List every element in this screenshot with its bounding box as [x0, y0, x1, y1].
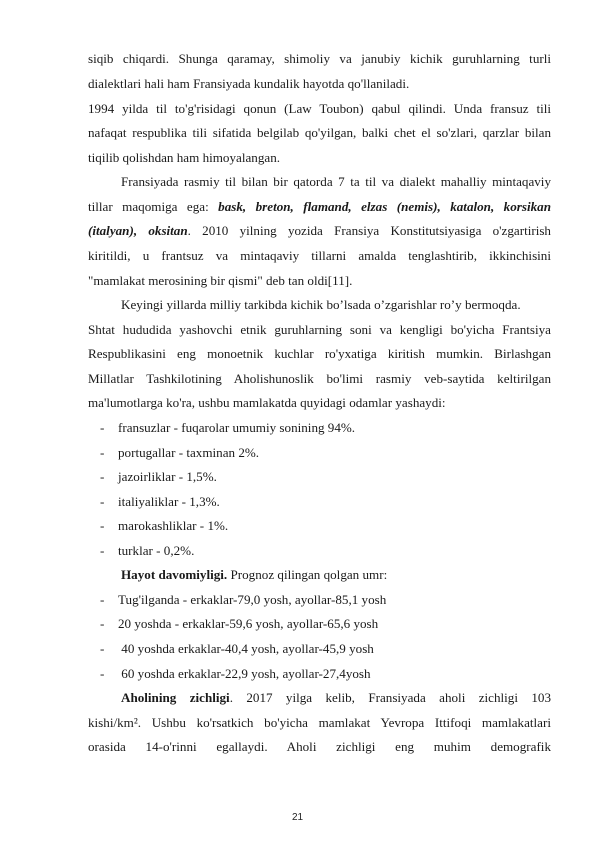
text-line: Keyingi yillarda milliy tarkibda kichik bo’lsada o’zgarishlar ro’y bermoqda.	[121, 297, 521, 312]
text-line: 1994 yilda til to'g'risidagi qonun (Law Toubon) qabul qilindi. Unda fransuz tili	[88, 101, 551, 116]
text-line: ma'lumotlarga ko'ra, ushbu mamlakatda quyidagi odamlar yashaydi:	[88, 395, 446, 410]
list-bullet: -	[100, 543, 105, 558]
text-line: kiritildi, u frantsuz va mintaqaviy tillarni amalda tenglashtirib, ikkinchisini	[88, 248, 551, 263]
text-span: Prognoz qilingan qolgan umr:	[227, 567, 388, 582]
text-line: tiqilib qolishdan ham himoyalangan.	[88, 150, 281, 165]
text-line	[121, 567, 551, 583]
page-number: 21	[291, 812, 304, 823]
text-line: "mamlakat merosining bir qismi" deb tan oldi[11].	[88, 273, 353, 288]
list-bullet: -	[100, 469, 105, 484]
text-span: . 2017 yilga kelib, Fransiyada aholi zichligi 103	[229, 690, 551, 705]
text-line	[88, 199, 551, 215]
list-item: turklar - 0,2%.	[118, 543, 195, 558]
list-item: italiyaliklar - 1,3%.	[118, 494, 220, 509]
text-span: . 2010 yilning yozida Fransiya Konstitutsiyasiga o'zgartirish	[187, 223, 551, 238]
text-line: dialektlari hali ham Fransiyada kundalik hayotda qo'llaniladi.	[88, 76, 410, 91]
text-line: orasida 14-o'rinni egallaydi. Aholi zichligi eng muhim demografik	[88, 739, 551, 754]
text-span: tillar maqomiga ega:	[88, 199, 209, 214]
list-item: 40 yoshda erkaklar-40,4 yosh, ayollar-45,9 yosh	[118, 641, 374, 656]
list-item: marokashliklar - 1%.	[118, 518, 229, 533]
text-line: kishi/km². Ushbu ko'rsatkich bo'yicha mamlakat Yevropa Ittifoqi mamlakatlari	[88, 715, 551, 730]
list-item: 60 yoshda erkaklar-22,9 yosh, ayollar-27,4yosh	[118, 666, 371, 681]
list-item: 20 yoshda - erkaklar-59,6 yosh, ayollar-65,6 yosh	[118, 616, 379, 631]
text-line: Respublikasini eng monoetnik kuchlar ro'yxatiga kiritish mumkin. Birlashgan	[88, 346, 551, 361]
list-bullet: -	[100, 494, 105, 509]
list-item: fransuzlar - fuqarolar umumiy sonining 94%.	[118, 420, 356, 435]
list-bullet: -	[100, 445, 105, 460]
text-line: siqib chiqardi. Shunga qaramay, shimoliy va janubiy kichik guruhlarning turli	[88, 51, 551, 66]
list-bullet: -	[100, 420, 105, 435]
text-line: Millatlar Tashkilotining Aholishunoslik bo'limi rasmiy veb-saytida keltirilgan	[88, 371, 551, 386]
list-bullet: -	[100, 616, 105, 631]
emphasis-text: bask, breton, flamand, elzas (nemis), katalon, korsikan	[218, 199, 551, 214]
list-item: jazoirliklar - 1,5%.	[118, 469, 217, 484]
list-item: portugallar - taxminan 2%.	[118, 445, 260, 460]
section-heading: Hayot davomiyligi.	[121, 567, 228, 582]
list-bullet: -	[100, 518, 105, 533]
list-item: Tug'ilganda - erkaklar-79,0 yosh, ayollar-85,1 yosh	[118, 592, 387, 607]
emphasis-text: (italyan), oksitan	[88, 223, 188, 238]
text-line	[121, 690, 551, 706]
section-heading: Aholining zichligi	[121, 690, 230, 705]
text-line: Fransiyada rasmiy til bilan bir qatorda 7 ta til va dialekt mahalliy mintaqaviy	[121, 174, 551, 189]
list-bullet: -	[100, 641, 105, 656]
list-bullet: -	[100, 592, 105, 607]
text-line: nafaqat respublika tili sifatida belgilab qo'yilgan, balki chet el so'zlari, qarzlar bilan	[88, 125, 551, 140]
text-line: Shtat hududida yashovchi etnik guruhlarning soni va kengligi bo'yicha Frantsiya	[88, 322, 551, 337]
list-bullet: -	[100, 666, 105, 681]
text-line	[88, 223, 551, 239]
